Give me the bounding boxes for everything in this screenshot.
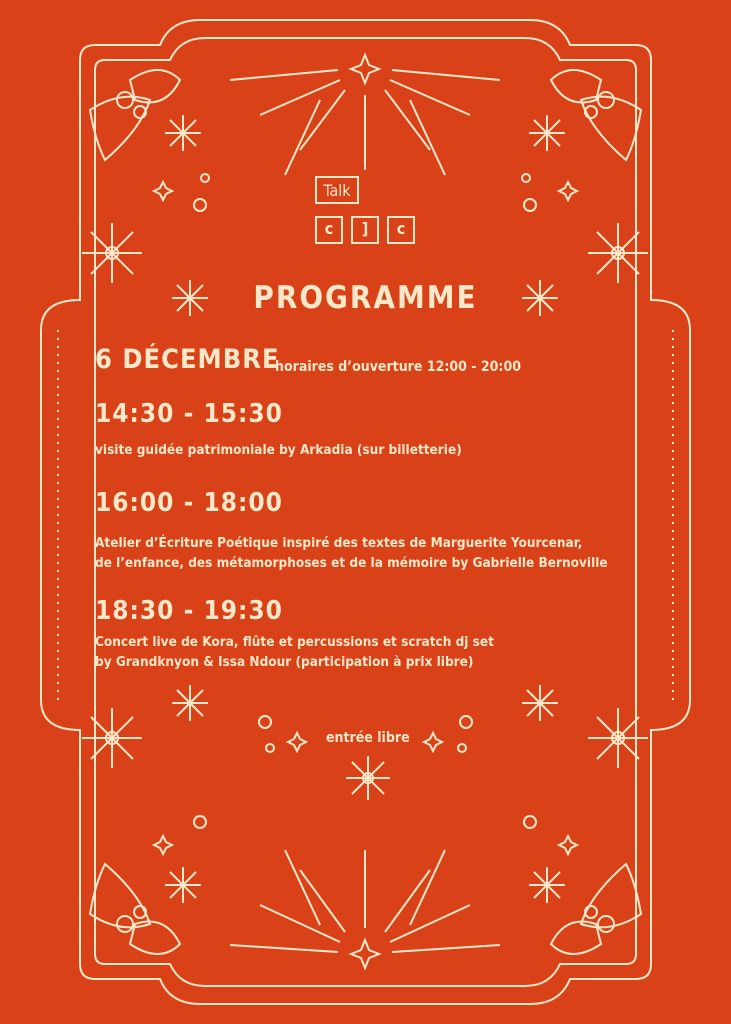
event-time: 16:00 - 18:00 <box>95 488 283 518</box>
event-description: visite guidée patrimoniale by Arkadia (sur billetterie) <box>95 442 462 458</box>
free-entry-label: entrée libre <box>326 730 410 746</box>
event-time: 14:30 - 15:30 <box>95 399 283 429</box>
opening-hours: horaires d’ouverture 12:00 - 20:00 <box>275 359 521 375</box>
logo-letter: ] <box>351 216 379 244</box>
event-description: by Grandknyon & Issa Ndour (participation à prix libre) <box>95 654 474 670</box>
bottom-sunburst-icon <box>230 850 500 968</box>
top-sunburst-icon <box>230 55 500 175</box>
event-description: Concert live de Kora, flûte et percussions et scratch dj set <box>95 634 494 650</box>
event-description: de l’enfance, des métamorphoses et de la mémoire by Gabrielle Bernoville <box>95 555 608 571</box>
logo-letter: c <box>315 216 343 244</box>
holly-bottom-left-icon <box>90 864 180 954</box>
holly-bottom-right-icon <box>551 864 641 954</box>
event-description: Atelier d’Écriture Poétique inspiré des textes de Marguerite Yourcenar, <box>95 535 583 551</box>
holly-top-right-icon <box>551 70 641 160</box>
event-date: 6 DÉCEMBRE <box>95 344 280 375</box>
event-time: 18:30 - 19:30 <box>95 596 283 626</box>
page-title: PROGRAMME <box>253 280 478 316</box>
logo-letter: c <box>387 216 415 244</box>
holly-top-left-icon <box>90 70 180 160</box>
talk-logo <box>315 176 417 254</box>
logo-word: Talk <box>315 176 359 204</box>
